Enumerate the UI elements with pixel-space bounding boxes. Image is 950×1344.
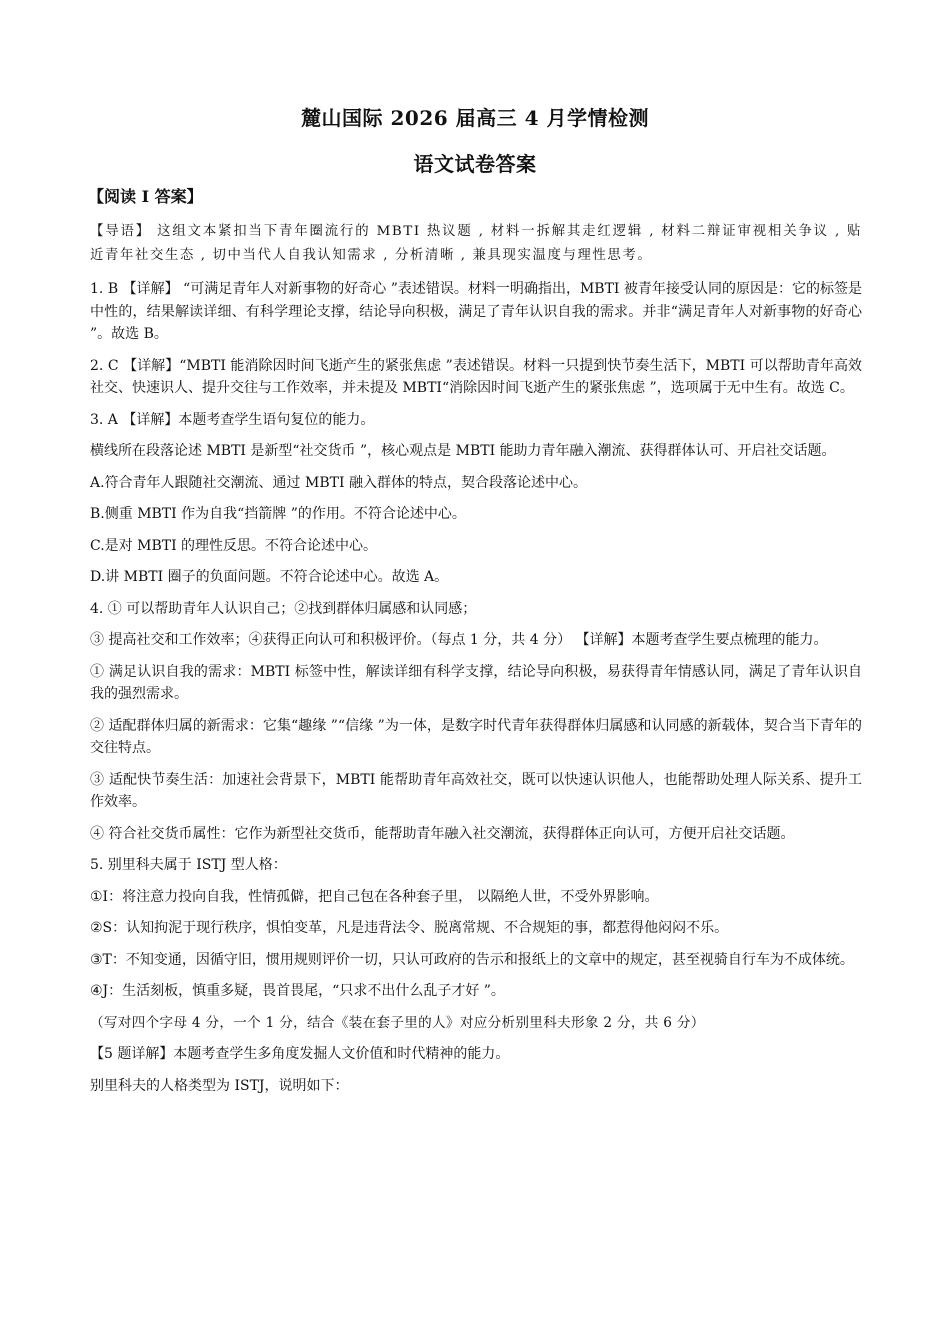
answer-content — [90, 278, 862, 1106]
option-b-analysis: B.侧重 MBTI 作为自我“挡箭牌 ”的作用。不符合论述中心。 — [90, 506, 466, 522]
question-5-explanation: 别里科夫的人格类型为 ISTJ，说明如下： — [90, 1077, 349, 1094]
trait-s: ②S：认知拘泥于现行秩序，惧怕变革，凡是违背法令、脱离常规、不合规矩的事，都惹得他闷闷不乐。 — [90, 920, 729, 936]
trait-t: ③T：不知变通，因循守旧，惯用规则评价一切，只认可政府的告示和报纸上的文章中的规定，甚至视骑自行车为不成体统。 — [90, 951, 854, 968]
answer-paragraph-3-analysis: 横线所在段落论述 MBTI 是新型“社交货币 ”，核心观点是 MBTI 能助力青年融入潮流、获得群体认可、开启社交话题。 — [90, 443, 836, 459]
question-5-detail-heading: 【5 题详解】本题考查学生多角度发掘人文价值和时代精神的能力。 — [90, 1046, 510, 1062]
answer-paragraph-4-continued: ③ 提高社交和工作效率；④获得正向认可和积极评价。（每点 1 分，共 4 分） 【详解】本题考查学生要点梳理的能力。 — [90, 632, 828, 648]
point-4-detail: ④ 符合社交货币属性：它作为新型社交货币，能帮助青年融入社交潮流，获得群体正向认可，方便开启社交话题。 — [90, 825, 795, 842]
point-2-detail: ② 适配群体归属的新需求：它集“趣缘 ”“信缘 ”为一体，是数字时代青年获得群体归属感和认同感的新载体，契合当下青年的交往特点。 — [90, 717, 862, 756]
option-a-analysis: A.符合青年人跟随社交潮流、通过 MBTI 融入群体的特点，契合段落论述中心。 — [90, 474, 587, 491]
point-3-detail: ③ 适配快节奏生活：加速社会背景下，MBTI 能帮助青年高效社交，既可以快速认识他人，也能帮助处理人际关系、提升工作效率。 — [90, 771, 862, 810]
answer-paragraph-5: 5. 别里科夫属于 ISTJ 型人格： — [90, 857, 287, 873]
trait-j: ④J：生活刻板，慎重多疑，畏首畏尾，“只求不出什么乱子才好 ”。 — [90, 983, 505, 999]
option-d-analysis: D.讲 MBTI 圈子的负面问题。不符合论述中心。故选 A。 — [90, 569, 449, 585]
scoring-note: （写对四个字母 4 分，一个 1 分，结合《装在套子里的人》对应分析别里科夫形象 2 分，共 6 分） — [90, 1014, 705, 1031]
intro-paragraph: 【导语】 这组文本紧扣当下青年圈流行的 MBTI 热议题 , 材料一拆解其走红逻辑 , 材料二辩证审视相关争议 , 贴近青年社交生态 , 切中当代人自我认知需求 , 分析清晰 , 兼具现实温度与理性思考。 — [90, 224, 862, 263]
answer-paragraph-2: 2. C 【详解】“MBTI 能消除因时间飞逝产生的紧张焦虑 ”表述错误。材料一只提到快节奏生活下，MBTI 可以帮助青年高效社交、快速识人、提升交往与工作效率，并未提及 MBTI“消除因时间飞逝产生的紧张焦虑 ”，选项属于无中生有。故选 C。 — [90, 357, 862, 396]
section-heading: 【阅读 I 答案】 — [88, 187, 203, 206]
answer-paragraph-3: 3. A 【详解】本题考查学生语句复位的能力。 — [90, 411, 375, 428]
document-subtitle: 语文试卷答案 — [413, 152, 537, 176]
answer-paragraph-1: 1. B 【详解】 “可满足青年人对新事物的好奇心 ”表述错误。材料一明确指出，MBTI 被青年接受认同的原因是：它的标签是中性的，结果解读详细、有科学理论支撑，结论导向积极，满足了青年认识自我的需求。并非“满足青年人对新事物的好奇心 ”。故选 B。 — [90, 281, 862, 342]
option-c-analysis: C.是对 MBTI 的理性反思。不符合论述中心。 — [90, 537, 378, 554]
trait-i: ①I：将注意力投向自我，性情孤僻，把自己包在各种套子里， 以隔绝人世，不受外界影响。 — [90, 888, 659, 905]
answer-paragraph-4: 4. ① 可以帮助青年人认识自己；②找到群体归属感和认同感； — [90, 600, 477, 617]
point-1-detail: ① 满足认识自我的需求：MBTI 标签中性，解读详细有科学支撑，结论导向积极，易获得青年情感认同，满足了青年认识自我的强烈需求。 — [90, 663, 862, 702]
document-title: 麓山国际 2026 届高三 4 月学情检测 — [301, 106, 649, 130]
